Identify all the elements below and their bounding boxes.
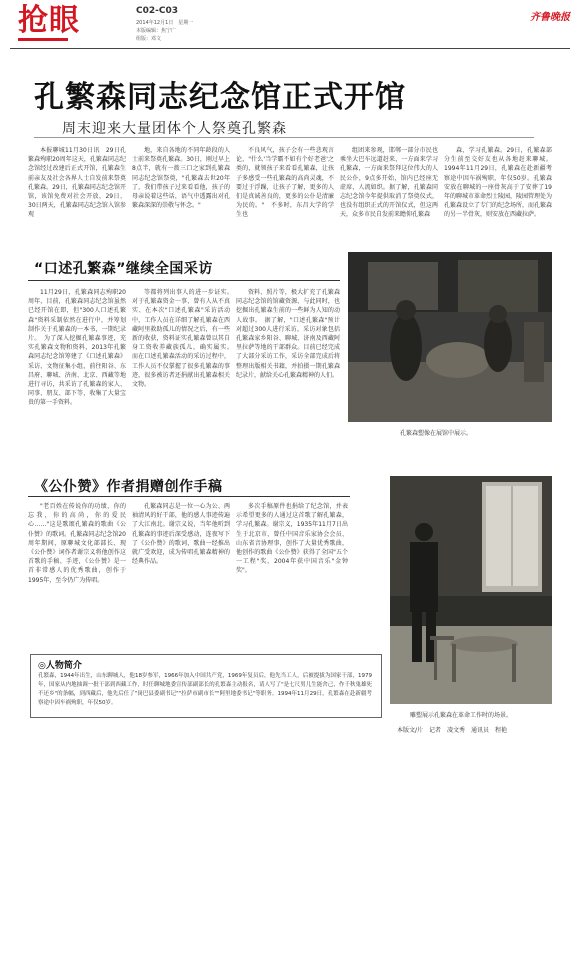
book-author-heading: 《公仆赞》作者捐赠创作手稿	[34, 479, 223, 495]
byline-credits: 本版文/片 记者 凌文秀 通讯员 程艳	[397, 727, 508, 734]
oral-paragraph-1: 11月29日，孔繁森同志殉职20周年，目前，孔繁森同志纪念馆虽然已经开馆在即，但"300人口述孔繁森"资料采制依然在进行中，并筹划制作关于孔繁森的一本书，一期纪录片。 为了深入挖掘孔繁森事迹，充实孔繁森文物和资料，2013年孔繁森同志纪念馆筹建了《口述孔繁森》采访、文物征集小组，前往阳谷、东昌府、聊城、济南、北京、西藏等地进行寻访，共采访了孔繁森的家人、同事、朋友、部下等，收集了大量宝贵的第一手资料。	[28, 289, 126, 407]
lead-paragraph-1: 本报聊城11月30日讯 29日孔繁森殉职20周年这天，孔繁森同志纪念馆经过改建后正式开馆，孔繁森生前亲友及社会各界人士自发前来祭奠孔繁森。29日，孔繁森同志纪念馆开馆，该馆免费对社会开放，29日、30日两天，孔繁森同志纪念馆入馆参观	[28, 147, 126, 219]
oral-paragraph-3: 资料、照片等，极大扩充了孔繁森同志纪念馆的馆藏资源，与此同时，也挖掘出孔繁森生前的一些鲜为人知的动人故事。 据了解，"口述孔繁森"预计对超过300人进行采访，采访对象包括孔繁森家乡阳谷、聊城、济南及西藏阿里拉萨等地的干部群众。目前已经完成了大部分采访工作，采访全部完成后将整理出版相关书籍，并拍摄一期孔繁森纪录片，献给关心孔繁森精神的人们。	[236, 289, 340, 379]
page-subtitle: 周末迎来大量团体个人祭奠孔繁森	[62, 121, 287, 137]
lead-column-3	[236, 146, 334, 240]
lead-paragraph-5: 森，学习孔繁森。29日，孔繁森部分生前至交好友也从各地赶来聊城。1994年11月29日，孔繁森在赴新疆考察途中因车祸殉职，年仅50岁。孔繁森安放在聊城的一座骨灰高于了安葬了19年的聊城市革命烈士陵园，陵园管理处为孔繁森设立了专门的纪念场所，而孔繁森的另一半骨灰，则安放在西藏拉萨。	[444, 147, 553, 219]
oral-heading-rule	[28, 280, 340, 281]
page-numbers: C02-C03	[136, 6, 178, 16]
brand-underline	[18, 38, 68, 41]
oral-column-3	[236, 288, 340, 468]
date-line: 2014年12月1日 星期一	[136, 20, 194, 26]
page-title: 孔繁森同志纪念馆正式开馆	[34, 80, 406, 115]
lead-paragraph-2: 地，来自各地的不同年龄段的人士前来祭奠孔繁森。30日，刚过早上8点半，就有一拨三口之家到孔繁森同志纪念馆祭奠，"孔繁森去世20年了，我们带孩子过来看看他，孩子的母亲说着这些话，语气中透露出对孔繁森深深的崇敬与怀念。"	[132, 147, 230, 210]
newspaper-masthead: 齐鲁晚报	[530, 12, 570, 23]
subtitle-rule	[34, 137, 534, 138]
oral-column-2	[132, 288, 237, 468]
profile-heading: ◎人物简介	[38, 661, 82, 671]
sculpture-photo-caption: 孔繁森塑像在展馆中展示。	[400, 430, 473, 437]
oral-column-1	[28, 288, 126, 468]
worker-photo	[390, 476, 552, 704]
sculpture-photo	[348, 252, 552, 422]
worker-photo-caption: 雕塑展示孔繁森在革命工作时的场景。	[410, 712, 513, 719]
section-brand: 抢眼	[18, 3, 80, 38]
book-paragraph-3: 多次手稿原件也捐给了纪念馆，并表示希望更多的人通过这首歌了解孔繁森，学习孔繁森。谢宗义，1935年11月7日出生于北京市，曾任中国音乐家协会会员、山东省音协理事，创作了大量优秀歌曲，他创作的歌曲《公仆赞》获得了全国"五个一工程"奖，2004年获中国音乐"金钟奖"。	[236, 503, 348, 575]
oral-paragraph-2: 等都将列出事人的进一步证实。 对于孔繁森资金一事，曾有人从不真实、在本次"口述孔繁森"采访活动中，工作人员在详细了解孔繁森在西藏阿里救助孤儿的情况之后，有一些新的收获，资料证实孔繁森曾以其自身工资收养藏族孤儿，确实属实。 而在口述孔繁森活动的采访过程中，工作人员不仅掌握了很多孔繁森的事迹，很多被访者还捐献出孔繁森相关文物。	[132, 289, 237, 389]
lead-column-2	[132, 146, 230, 240]
sculpture-scene-image	[348, 252, 552, 422]
editor-line: 本版编辑：焦宁广	[136, 28, 177, 34]
lead-column-5	[444, 146, 552, 240]
oral-history-heading: “口述孔繁森”继续全国采访	[34, 261, 213, 277]
book-column-2	[132, 502, 230, 648]
header-rule	[10, 48, 570, 49]
book-column-1	[28, 502, 126, 648]
lead-column-4	[340, 146, 438, 240]
book-column-3	[236, 502, 348, 648]
lead-paragraph-4: 组团来参观，邯郸一部分市民也乘坐大巴车远道赶来，一方面来学习孔繁森，一方面来祭拜这位伟大的人民公仆，9点多开始，馆内已经座无虚席，人流如织。据了解，孔繁森同志纪念馆今年提供取消了祭奠仪式，也没有组织正式的开馆仪式，但这两天，众多市民自发前来瞻仰孔繁森	[340, 147, 438, 219]
book-heading-rule	[28, 496, 350, 497]
worker-scene-image	[390, 476, 552, 704]
book-paragraph-2: 孔繁森同志是一位一心为公、两袖清风的好干部，他的感人事迹传遍了大江南北。谢宗义说，当年他听到孔繁森的事迹后深受感动，连夜写下了《公仆赞》的歌词，歌曲一经推出就广受欢迎，成为传唱孔繁森精神的经典作品。	[132, 503, 230, 566]
lead-paragraph-3: 不良风气，孩子会有一些悲观言论，"什么'当学霸不如有个好老爸'之类的，就领孩子来看看孔繁森，让孩子多感受一些孔繁森的高尚灵魂，不要过于浮躁，让孩子了解，更多的人们是真诚善良的，更多的公仆是清廉为民的。" 不多时，东昌大学的学生也	[236, 147, 334, 219]
proof-line: 组版：邓文	[136, 36, 162, 42]
book-paragraph-1: "老百姓在传说你的功绩，你的忘我，你的高尚，你的爱民心……"这是歌颂孔繁森的歌曲《公仆赞》的歌词。孔繁森同志纪念馆20周年期间，原聊城文化部部长、现《公仆赞》词作者谢宗义将他创作这首歌的手稿、手迹，《公仆赞》是一首非常感人的优秀歌曲，创作于1995年，至今仍广为传唱。	[28, 503, 126, 584]
profile-body: 孔繁森，1944年出生，山东聊城人，他18岁参军，1966年加入中国共产党，1969年复员后，他先当工人，后被提拔为国家干部，1979年，国家从内地抽调一批干部到西藏工作，时任聊城地委宣传部副部长的孔繁森主动报名，请人写了"是七尺男儿生能舍己，作千秋鬼雄死不还乡"的条幅，到西藏后，他先后任了"岗巴县委副书记""拉萨市副市长""阿里地委书记"等职务。1994年11月29日，孔繁森在赴新疆考察途中因车祸殉职，年仅50岁。	[38, 673, 372, 706]
lead-column-1	[28, 146, 126, 240]
